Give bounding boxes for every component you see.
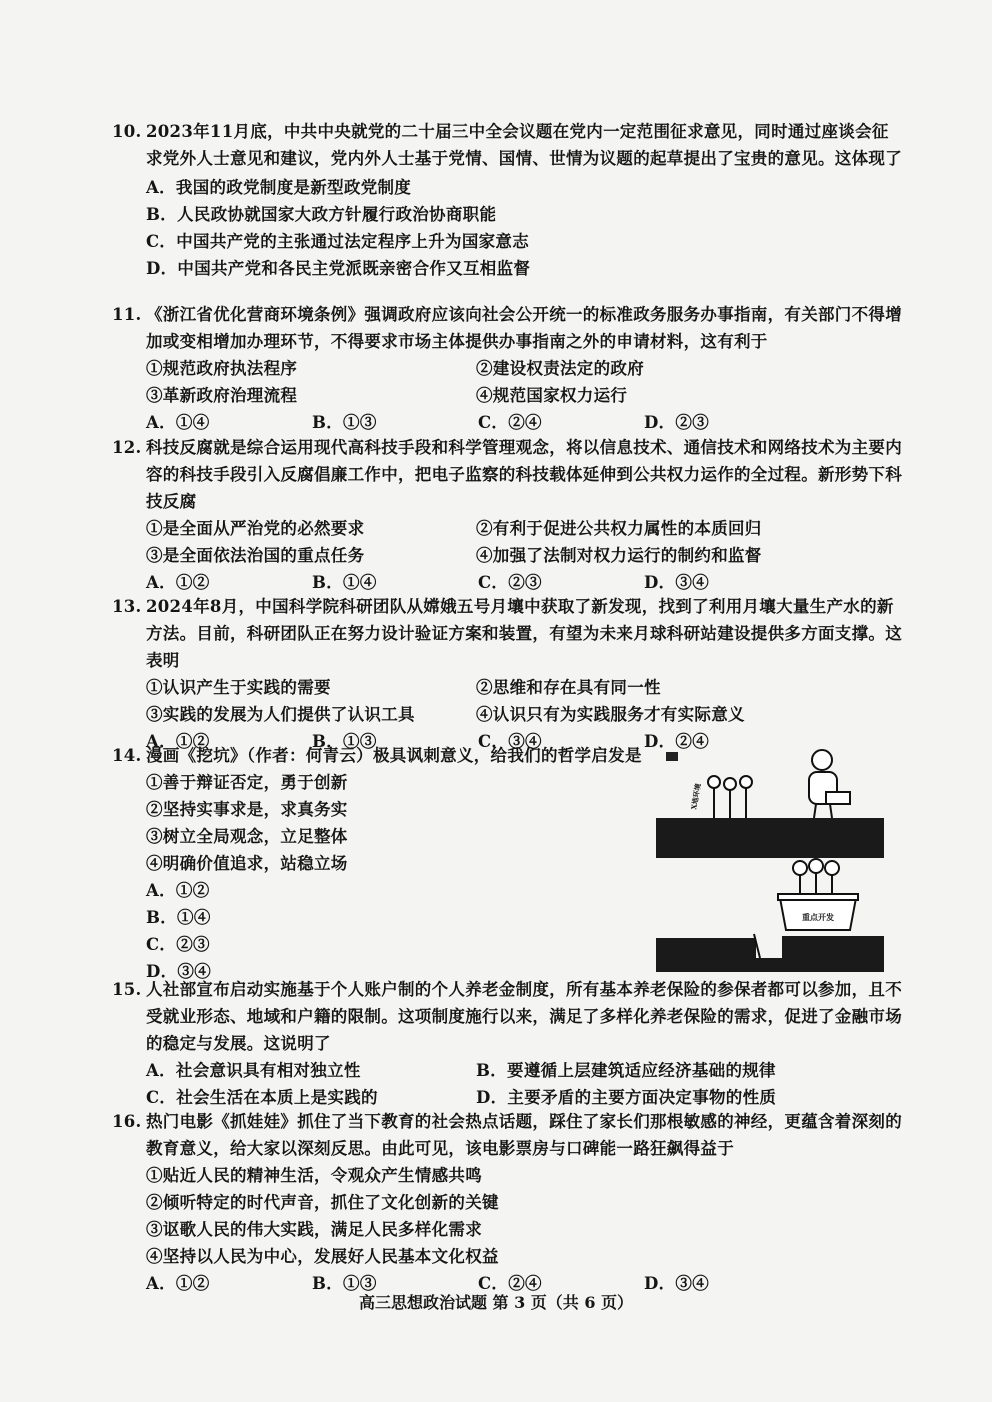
choice-b: B．①③ [312, 1274, 377, 1293]
option-b: B．人民政协就国家大政方针履行政治协商职能 [146, 205, 497, 224]
question-13 [112, 593, 902, 755]
upper-ground [656, 818, 884, 858]
choice-row [112, 569, 902, 596]
statement-row [112, 355, 902, 382]
statement-4: ④明确价值追求，站稳立场 [146, 854, 348, 873]
choice-b: B．①③ [312, 413, 377, 432]
question-12 [112, 434, 902, 596]
choice-d: D．③④ [146, 962, 212, 981]
choice-c: C．③④ [478, 732, 542, 751]
question-15 [112, 976, 902, 1111]
statement-row [112, 382, 902, 409]
choice-a: A．①② [146, 573, 210, 592]
statement-row [112, 674, 902, 701]
choice-row [112, 1084, 902, 1111]
sign-text: X地环境 [689, 782, 703, 811]
statement-3: ③讴歌人民的伟大实践，满足人民多样化需求 [146, 1220, 482, 1239]
question-11 [112, 301, 902, 436]
cartoon-corner-mark [666, 752, 678, 761]
option-a: A．我国的政党制度是新型政党制度 [146, 178, 412, 197]
question-stem: 10. 2023年11月底，中共中央就党的二十届三中全会议题在党内一定范围征求意见，同时通过座谈会征求党外人士意见和建议，党内外人士基于党情、国情、世情为议题的起草提出了宝贵的意见。这体现了 [112, 122, 902, 168]
choice-c: C．②④ [478, 1274, 542, 1293]
pot-label: 重点开发 [802, 912, 834, 922]
choice-c: C．社会生活在本质上是实践的 [146, 1088, 378, 1107]
lower-ground [656, 936, 884, 972]
statement-row [112, 515, 902, 542]
choice-c: C．②③ [478, 573, 542, 592]
choice-a: A．①② [146, 1274, 210, 1293]
question-10 [112, 118, 902, 282]
statement-2: ②思维和存在具有同一性 [476, 678, 661, 697]
question-stem: 15. 人社部宣布启动实施基于个人账户制的个人养老金制度，所有基本养老保险的参保者都可以参加，且不受就业形态、地域和户籍的限制。这项制度施行以来，满足了多样化养老保险的需求，促进了金融市场的稳定与发展。这说明了 [112, 980, 902, 1053]
question-stem: 12. 科技反腐就是综合运用现代高科技手段和科学管理观念，将以信息技术、通信技术和网络技术为主要内容的科技手段引入反腐倡廉工作中，把电子监察的科技载体延伸到公共权力运作的全过程。新形势下科技反腐 [112, 438, 902, 511]
choice-b: B．①③ [312, 732, 377, 751]
choice-c: C．②③ [146, 935, 210, 954]
choice-a: A．社会意识具有相对独立性 [146, 1061, 361, 1080]
choice-row [112, 1057, 902, 1084]
option-c: C．中国共产党的主张通过法定程序上升为国家意志 [146, 232, 530, 251]
statement-4: ④坚持以人民为中心，发展好人民基本文化权益 [146, 1247, 499, 1266]
statement-1: ①是全面从严治党的必然要求 [146, 519, 365, 538]
choice-a: A．①② [146, 881, 210, 900]
question-stem: 11. 《浙江省优化营商环境条例》强调政府应该向社会公开统一的标准政务服务办事指南，有关部门不得增加或变相增加办理环节，不得要求市场主体提供办事指南之外的申请材料，这有利于 [112, 305, 902, 351]
statement-3: ③是全面依法治国的重点任务 [146, 546, 365, 565]
upper-plants [708, 776, 752, 818]
page-footer: 高三思想政治试题 第 3 页（共 6 页） [358, 1293, 634, 1312]
statement-4: ④认识只有为实践服务才有实际意义 [476, 705, 745, 724]
choice-d: D．③④ [644, 1274, 710, 1293]
choice-d: D．②④ [644, 732, 710, 751]
statement-3: ③革新政府治理流程 [146, 386, 298, 405]
cartoon-person [809, 750, 850, 818]
question-stem: 14. 漫画《挖坑》（作者：何青云）极具讽刺意义，给我们的哲学启发是 [112, 746, 642, 765]
statement-2: ②坚持实事求是，求真务实 [146, 800, 348, 819]
statement-row [112, 701, 902, 728]
statement-1: ①贴近人民的精神生活，令观众产生情感共鸣 [146, 1166, 482, 1185]
statement-row [112, 542, 902, 569]
choice-row [112, 409, 902, 436]
choice-a: A．①② [146, 732, 210, 751]
choice-b: B．要遵循上层建筑适应经济基础的规律 [476, 1061, 776, 1080]
statement-1: ①善于辩证否定，勇于创新 [146, 773, 348, 792]
statement-2: ②有利于促进公共权力属性的本质回归 [476, 519, 762, 538]
choice-b: B．①④ [312, 573, 377, 592]
statement-2: ②倾听特定的时代声音，抓住了文化创新的关键 [146, 1193, 499, 1212]
statement-4: ④规范国家权力运行 [476, 386, 628, 405]
choice-d: D．②③ [644, 413, 710, 432]
statement-1: ①认识产生于实践的需要 [146, 678, 331, 697]
statement-3: ③实践的发展为人们提供了认识工具 [146, 705, 415, 724]
cartoon-digging-pit [656, 748, 884, 972]
option-d: D．中国共产党和各民主党派既亲密合作又互相监督 [146, 259, 531, 278]
question-stem: 13. 2024年8月，中国科学院科研团队从嫦娥五号月壤中获取了新发现，找到了利用月壤大量生产水的新方法。目前，科研团队正在努力设计验证方案和装置，有望为未来月球科研站建设提供多方面支撑。这表明 [112, 597, 902, 670]
question-16 [112, 1108, 902, 1297]
choice-a: A．①④ [146, 413, 210, 432]
choice-d: D．主要矛盾的主要方面决定事物的性质 [476, 1088, 777, 1107]
choice-d: D．③④ [644, 573, 710, 592]
statement-1: ①规范政府执法程序 [146, 359, 298, 378]
choice-c: C．②④ [478, 413, 542, 432]
statement-3: ③树立全局观念，立足整体 [146, 827, 348, 846]
statement-4: ④加强了法制对权力运行的制约和监督 [476, 546, 762, 565]
pot-plants [793, 859, 839, 894]
statement-2: ②建设权责法定的政府 [476, 359, 644, 378]
question-stem: 16. 热门电影《抓娃娃》抓住了当下教育的社会热点话题，踩住了家长们那根敏感的神经，更蕴含着深刻的教育意义，给大家以深刻反思。由此可见，该电影票房与口碑能一路狂飙得益于 [112, 1112, 902, 1158]
choice-b: B．①④ [146, 908, 211, 927]
